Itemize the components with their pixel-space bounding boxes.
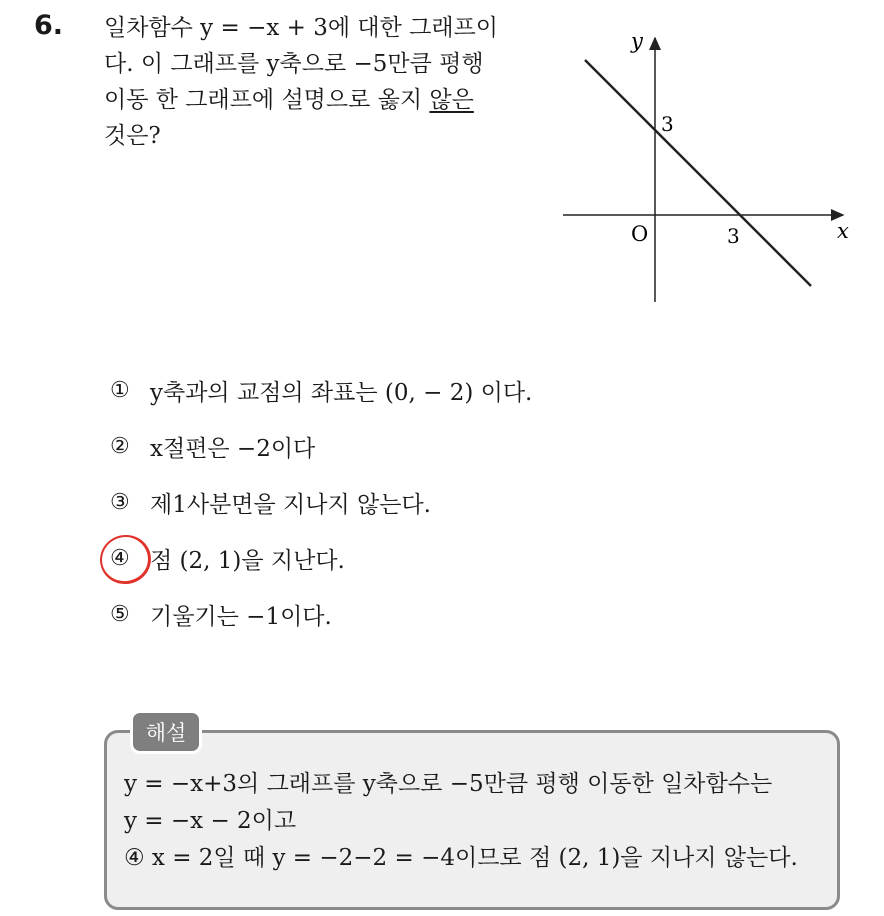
question-text bbox=[104, 10, 544, 154]
choice-2-mark: ② bbox=[110, 433, 130, 459]
question-line-2: 다. 이 그래프를 y축으로 −5만큼 평행 bbox=[104, 51, 484, 77]
question-number: 6. bbox=[34, 10, 64, 41]
x-intercept-label: 3 bbox=[727, 224, 740, 248]
choice-4-text: 점 (2, 1)을 지난다. bbox=[150, 547, 345, 574]
solution-tag: 해설 bbox=[130, 710, 202, 754]
choice-5[interactable] bbox=[110, 586, 532, 642]
underlined-word: 않은 bbox=[429, 87, 474, 113]
choice-5-text: 기울기는 −1이다. bbox=[150, 603, 332, 630]
choice-1-mark: ① bbox=[110, 377, 130, 403]
question-line-3-text: 이동 한 그래프에 설명으로 옳지 bbox=[104, 87, 430, 113]
question-line-1: 일차함수 y = −x + 3에 대한 그래프이 bbox=[104, 15, 498, 41]
solution-line-3: ④ x = 2일 때 y = −2−2 = −4이므로 점 (2, 1)을 지나지 않는다. bbox=[124, 845, 798, 871]
solution-text bbox=[124, 766, 798, 877]
choice-3-text: 제1사분면을 지나지 않는다. bbox=[150, 491, 431, 518]
solution-line-2: y = −x − 2이고 bbox=[124, 808, 297, 834]
question-line-4: 것은? bbox=[104, 123, 161, 149]
x-axis-label: x bbox=[837, 219, 849, 243]
y-intercept-label: 3 bbox=[661, 112, 674, 136]
answer-circle-icon bbox=[95, 530, 155, 589]
choice-4-mark: ④ bbox=[110, 545, 130, 571]
choice-3[interactable] bbox=[110, 474, 532, 530]
choice-1[interactable] bbox=[110, 362, 532, 418]
question-line-3 bbox=[104, 82, 544, 118]
choice-2[interactable] bbox=[110, 418, 532, 474]
choice-4[interactable] bbox=[110, 530, 532, 586]
function-line bbox=[585, 60, 811, 286]
origin-label: O bbox=[631, 222, 649, 246]
solution-line-1: y = −x+3의 그래프를 y축으로 −5만큼 평행 이동한 일차함수는 bbox=[124, 771, 773, 797]
choice-list bbox=[110, 362, 532, 642]
y-axis-label: y bbox=[631, 30, 643, 53]
choice-2-text: x절편은 −2이다 bbox=[150, 435, 316, 462]
graph bbox=[555, 30, 855, 310]
choice-1-text: y축과의 교점의 좌표는 (0, − 2) 이다. bbox=[150, 379, 533, 406]
choice-3-mark: ③ bbox=[110, 489, 130, 515]
choice-5-mark: ⑤ bbox=[110, 601, 130, 627]
